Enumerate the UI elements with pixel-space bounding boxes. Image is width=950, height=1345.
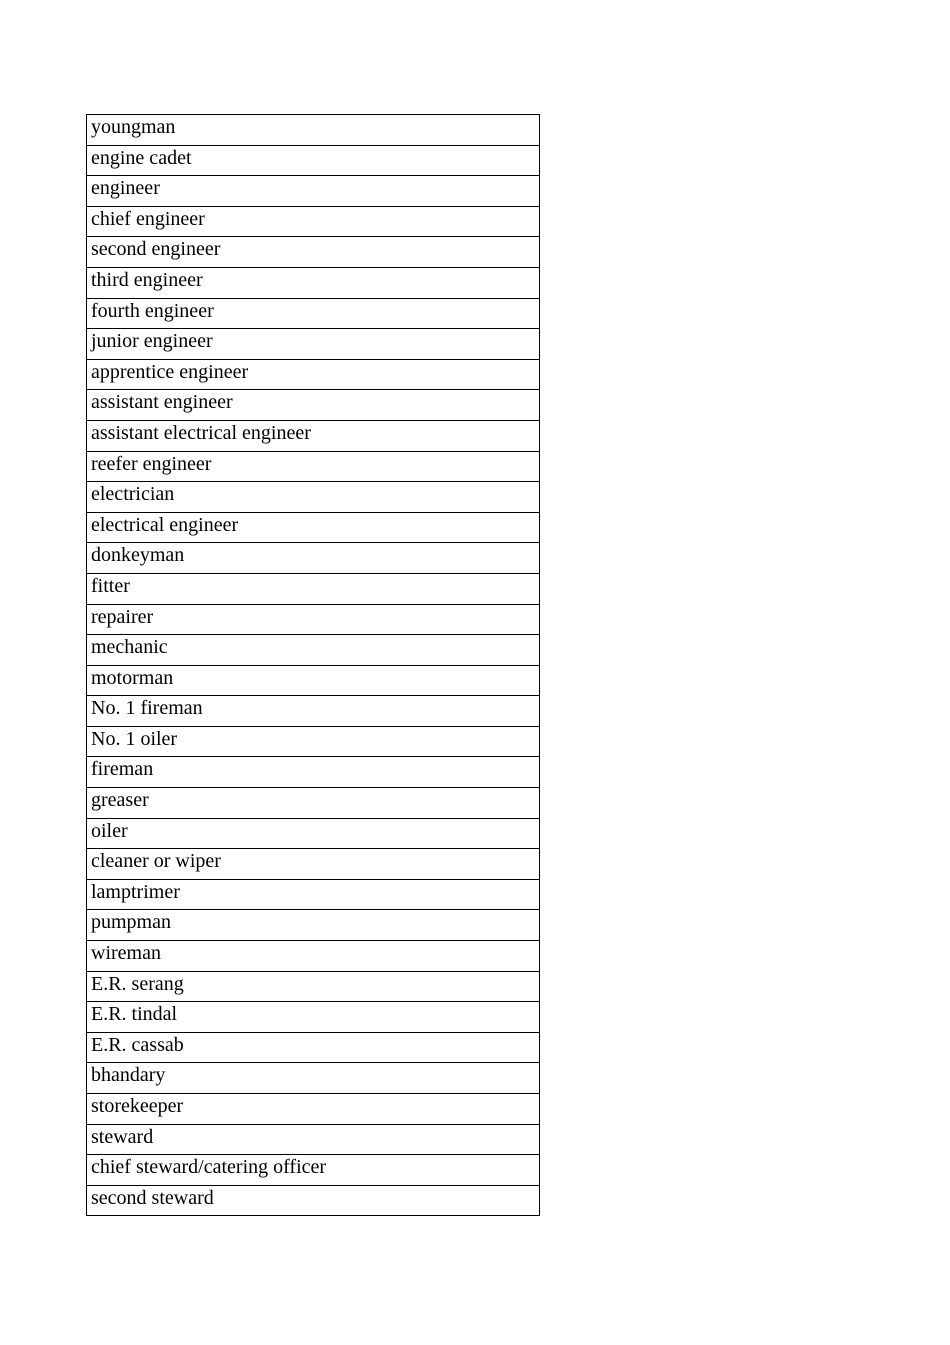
table-row xyxy=(87,543,540,574)
table-row xyxy=(87,115,540,146)
rank-cell: fireman xyxy=(87,757,540,788)
table-row xyxy=(87,971,540,1002)
rank-cell: storekeeper xyxy=(87,1094,540,1125)
rank-cell: cleaner or wiper xyxy=(87,849,540,880)
table-row xyxy=(87,390,540,421)
rank-table xyxy=(86,114,540,1216)
table-row xyxy=(87,849,540,880)
table-row xyxy=(87,635,540,666)
table-row xyxy=(87,879,540,910)
rank-cell: oiler xyxy=(87,818,540,849)
table-row xyxy=(87,512,540,543)
table-row xyxy=(87,1002,540,1033)
table-row xyxy=(87,359,540,390)
table-row xyxy=(87,788,540,819)
rank-cell: junior engineer xyxy=(87,329,540,360)
table-row xyxy=(87,1155,540,1186)
rank-cell: greaser xyxy=(87,788,540,819)
table-row xyxy=(87,573,540,604)
rank-cell: donkeyman xyxy=(87,543,540,574)
rank-cell: No. 1 fireman xyxy=(87,696,540,727)
rank-cell: second steward xyxy=(87,1185,540,1216)
table-row xyxy=(87,1063,540,1094)
rank-cell: No. 1 oiler xyxy=(87,726,540,757)
table-row xyxy=(87,757,540,788)
rank-cell: mechanic xyxy=(87,635,540,666)
rank-cell: wireman xyxy=(87,941,540,972)
table-row xyxy=(87,1094,540,1125)
table-row xyxy=(87,726,540,757)
table-row xyxy=(87,329,540,360)
table-row xyxy=(87,482,540,513)
table-row xyxy=(87,604,540,635)
table-row xyxy=(87,206,540,237)
rank-cell: electrician xyxy=(87,482,540,513)
rank-cell: chief engineer xyxy=(87,206,540,237)
table-row xyxy=(87,237,540,268)
rank-cell: second engineer xyxy=(87,237,540,268)
table-row xyxy=(87,145,540,176)
rank-cell: engine cadet xyxy=(87,145,540,176)
table-row xyxy=(87,665,540,696)
rank-cell: steward xyxy=(87,1124,540,1155)
rank-cell: chief steward/catering officer xyxy=(87,1155,540,1186)
rank-cell: E.R. tindal xyxy=(87,1002,540,1033)
table-row xyxy=(87,941,540,972)
rank-cell: E.R. cassab xyxy=(87,1032,540,1063)
rank-cell: bhandary xyxy=(87,1063,540,1094)
rank-cell: assistant electrical engineer xyxy=(87,420,540,451)
table-row xyxy=(87,910,540,941)
rank-cell: third engineer xyxy=(87,267,540,298)
table-row xyxy=(87,1124,540,1155)
table-row xyxy=(87,176,540,207)
table-row xyxy=(87,298,540,329)
rank-cell: motorman xyxy=(87,665,540,696)
rank-cell: apprentice engineer xyxy=(87,359,540,390)
rank-cell: fourth engineer xyxy=(87,298,540,329)
rank-cell: pumpman xyxy=(87,910,540,941)
table-row xyxy=(87,696,540,727)
rank-cell: lamptrimer xyxy=(87,879,540,910)
rank-cell: repairer xyxy=(87,604,540,635)
table-row xyxy=(87,267,540,298)
rank-cell: fitter xyxy=(87,573,540,604)
rank-cell: reefer engineer xyxy=(87,451,540,482)
table-row xyxy=(87,451,540,482)
rank-cell: E.R. serang xyxy=(87,971,540,1002)
rank-table-body xyxy=(87,115,540,1216)
rank-cell: youngman xyxy=(87,115,540,146)
table-row xyxy=(87,1032,540,1063)
rank-cell: electrical engineer xyxy=(87,512,540,543)
table-row xyxy=(87,1185,540,1216)
rank-cell: engineer xyxy=(87,176,540,207)
rank-cell: assistant engineer xyxy=(87,390,540,421)
table-row xyxy=(87,420,540,451)
table-row xyxy=(87,818,540,849)
